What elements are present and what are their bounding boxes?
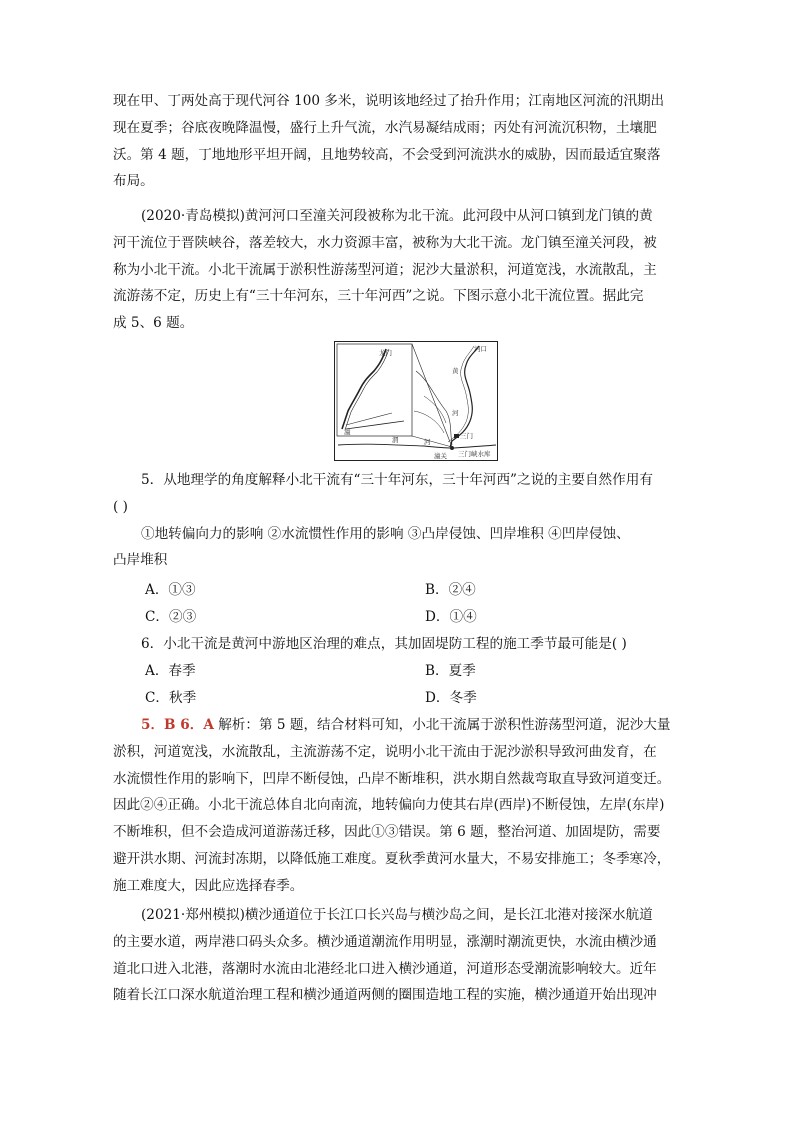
label-longmen: 龙门 (379, 349, 392, 357)
answer-line-1 (113, 712, 683, 739)
paragraph-explanation-q4 (113, 88, 683, 195)
text-line: (2021·郑州模拟)横沙通道位于长江口长兴岛与横沙岛之间，是长江北港对接深水航道 (141, 907, 653, 923)
question-6-options-row-1 (145, 658, 685, 685)
label-wei: 渭 (392, 436, 399, 444)
text-line: 的主要水道，两岸港口码头众多。横沙通道潮流作用明显，涨潮时潮流更快，水流由横沙通 (113, 933, 657, 950)
question-6-stem: 6．小北干流是黄河中游地区治理的难点，其加固堤防工程的施工季节最可能是( ) (141, 636, 627, 652)
text-line: (2020·青岛模拟)黄河河口至潼关河段被称为北干流。此河段中从河口镇到龙门镇的黄 (141, 208, 653, 224)
question-5-stem: 5．从地理学的角度解释小北干流有“三十年河东，三十年河西”之说的主要自然作用有 (141, 472, 653, 488)
text-line: 施工难度大，因此应选择春季。 (113, 877, 304, 894)
text-line: 不断堆积，但不会造成河道游荡迁移，因此①③错误。第 6 题，整治河道、加固堤防，需要 (113, 824, 661, 841)
text-line: 水流惯性作用的影响下，凹岸不断侵蚀，凸岸不断堆积，洪水期自然裁弯取直导致河道变迁。 (113, 770, 671, 787)
text-line: 河干流位于晋陕峡谷，落差较大，水力资源丰富，被称为大北干流。龙门镇至潼关河段，被 (113, 234, 657, 251)
text-line: 沃。第 4 题，丁地地形平坦开阔，且地势较高，不会受到河流洪水的威胁，因而最适宜聚落 (113, 146, 661, 163)
river-map-figure (334, 341, 498, 461)
label-he-2: 河 (424, 438, 431, 446)
text-line: 随着长江口深水航道治理工程和横沙通道两侧的圈围造地工程的实施，横沙通道开始出现冲 (113, 987, 657, 1004)
text-line: 流游荡不定，历史上有“三十年河东，三十年河西”之说。下图示意小北干流位置。据此完 (113, 288, 644, 305)
text-line: 称为小北干流。小北干流属于淤积性游荡型河道；泥沙大量淤积，河道宽浅，水流散乱，主 (113, 261, 657, 278)
text-line: 布局。 (113, 173, 154, 190)
question-5-options-row-1 (145, 577, 685, 604)
text-line: 现在夏季；谷底夜晚降温慢，盛行上升气流，水汽易凝结成雨；丙处有河流沉积物，土壤肥 (113, 119, 657, 136)
option-b[interactable]: B．②④ (425, 582, 476, 598)
text-line: 因此②④正确。小北干流总体自北向南流，地转偏向力使其右岸(西岸)不断侵蚀，左岸(东岸) (113, 797, 665, 814)
label-tong: 潼 (344, 428, 351, 436)
label-tongguan: 潼关 (434, 452, 447, 460)
question-5 (113, 467, 683, 574)
option-d[interactable]: D．①④ (425, 609, 477, 625)
text-line: 现在甲、丁两处高于现代河谷 100 多米，说明该地经过了抬升作用；江南地区河流的汛期出 (113, 93, 665, 109)
option-a[interactable]: A．春季 (145, 663, 196, 679)
label-he: 河 (452, 409, 459, 417)
text-line: 避开洪水期、河流封冻期，以降低施工难度。夏秋季黄河水量大，不易安排施工；冬季寒冷， (113, 850, 671, 867)
label-sanmenxia-city: 三门 (460, 432, 473, 440)
option-c[interactable]: C．②③ (145, 609, 197, 625)
paragraph-material-next (113, 902, 683, 1009)
question-5-options-row-2 (145, 604, 685, 631)
question-5-statements-cont: 凸岸堆积 (113, 552, 168, 569)
question-5-statements: ①地转偏向力的影响 ②水流惯性作用的影响 ③凸岸侵蚀、凹岸堆积 ④凹岸侵蚀、 (141, 525, 630, 542)
question-5-bracket: ( ) (113, 498, 128, 515)
text-line: 道北口进入北港，落潮时水流由北港经北口进入横沙通道，河道形态受潮流影响较大。近年 (113, 960, 657, 977)
option-d[interactable]: D．冬季 (425, 690, 477, 706)
answer-key: 5．B 6．A (141, 717, 214, 733)
label-huang: 黄 (452, 367, 459, 375)
question-6 (113, 631, 683, 658)
answer-explanation (113, 712, 683, 900)
option-a[interactable]: A．①③ (145, 582, 196, 598)
question-6-options-row-2 (145, 685, 685, 712)
label-sanmenxia-dam: 三门峡水库 (458, 450, 491, 458)
text-line: 成 5、6 题。 (113, 315, 194, 332)
text-line: 淤积，河道宽浅，水流散乱，主流游荡不定，说明小北干流由于泥沙淤积导致河曲发育，在 (113, 743, 657, 760)
option-b[interactable]: B．夏季 (425, 663, 476, 679)
option-c[interactable]: C．秋季 (145, 690, 197, 706)
paragraph-material-5-6 (113, 203, 683, 337)
label-hekou: 河口 (474, 345, 487, 353)
answer-text: 解析：第 5 题，结合材料可知，小北干流属于淤积性游荡型河道，泥沙大量 (213, 717, 671, 733)
